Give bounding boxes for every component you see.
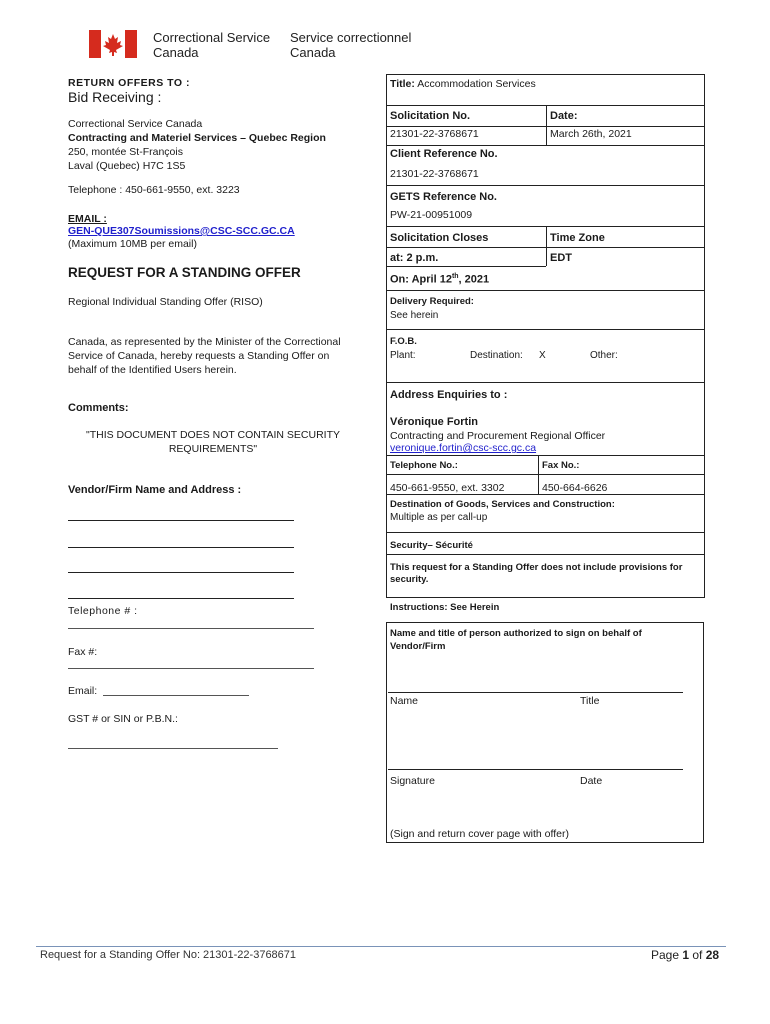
contact-name: Véronique Fortin <box>390 416 478 428</box>
footer-solicitation: Request for a Standing Offer No: 21301-22-3768671 <box>40 949 297 961</box>
time-zone-value: EDT <box>550 252 572 264</box>
security-value: This request for a Standing Offer does not include provisions for security. <box>390 562 683 585</box>
return-offers-label: RETURN OFFERS TO : <box>68 77 190 89</box>
date-value: March 26th, 2021 <box>550 128 632 140</box>
bid-receiving-label: Bid Receiving : <box>68 89 162 105</box>
email-note: (Maximum 10MB per email) <box>68 238 197 250</box>
submission-email-link[interactable]: GEN-QUE307Soumissions@CSC-SCC.GC.CA <box>68 225 295 237</box>
gets-ref-value: PW-21-00951009 <box>390 209 473 221</box>
title-label: Title <box>580 695 600 707</box>
authorized-person-label: Name and title of person authorized to sign on behalf of Vendor/Firm <box>390 628 642 652</box>
signature-box <box>386 622 704 843</box>
solicitation-no-value: 21301-22-3768671 <box>390 128 479 140</box>
gets-ref-label: GETS Reference No. <box>390 191 497 203</box>
signature-line[interactable] <box>388 769 683 770</box>
fob-destination-mark: X <box>539 350 546 361</box>
email-label: EMAIL : <box>68 213 107 225</box>
comments-label: Comments: <box>68 402 129 414</box>
intro-text: Canada, as represented by the Minister of the Correctional Service of Canada, hereby requests a Standing Offer on behalf of the Identified Users herein. <box>68 336 341 376</box>
client-ref-value: 21301-22-3768671 <box>390 168 479 180</box>
vendor-line-1[interactable] <box>68 520 294 521</box>
destination-label: Destination of Goods, Services and Construction: <box>390 499 615 510</box>
fob-plant: Plant: <box>390 350 416 361</box>
contact-email-link[interactable]: veronique.fortin@csc-scc.gc.ca <box>390 442 537 454</box>
dept-name-fr: Service correctionnel Canada <box>290 30 412 60</box>
destination-value: Multiple as per call-up <box>390 512 488 523</box>
gst-field-line[interactable] <box>68 748 278 749</box>
fob-label: F.O.B. <box>390 336 417 347</box>
return-address: Correctional Service Canada Contracting and Materiel Services – Quebec Region 250, montée St-François Laval (Quebec) H7C 1S5 <box>68 118 326 172</box>
email-field-label: Email: <box>68 685 98 697</box>
dept-name-en: Correctional Service Canada <box>153 30 271 60</box>
vendor-line-2[interactable] <box>68 547 294 548</box>
delivery-label: Delivery Required: <box>390 296 474 307</box>
return-telephone: Telephone : 450-661-9550, ext. 3223 <box>68 184 240 196</box>
fax-label: Fax No.: <box>542 460 580 471</box>
closes-date: On: April 12th, 2021 <box>390 273 490 286</box>
comments-text: "THIS DOCUMENT DOES NOT CONTAIN SECURITY REQUIREMENTS" <box>86 429 340 455</box>
telephone-label: Telephone No.: <box>390 460 458 471</box>
fob-destination: Destination: <box>470 350 523 361</box>
fob-other: Other: <box>590 350 618 361</box>
vendor-line-4[interactable] <box>68 598 294 599</box>
vendor-label: Vendor/Firm Name and Address : <box>68 484 242 496</box>
delivery-value: See herein <box>390 310 439 321</box>
footer-rule <box>36 946 726 947</box>
email-field-line[interactable] <box>103 695 249 696</box>
closes-time: at: 2 p.m. <box>390 252 439 264</box>
instructions: Instructions: See Herein <box>390 602 500 613</box>
name-title-line[interactable] <box>388 692 683 693</box>
signature-label: Signature <box>390 775 435 787</box>
page-number: Page 1 of 28 <box>651 948 720 962</box>
contact-title: Contracting and Procurement Regional Officer <box>390 430 606 442</box>
address-enquiries-label: Address Enquiries to : <box>390 389 508 401</box>
time-zone-label: Time Zone <box>550 232 605 244</box>
fax-value: 450-664-6626 <box>542 482 608 494</box>
telephone-field-label: Telephone # : <box>68 605 138 617</box>
security-label: Security– Sécurité <box>390 540 473 551</box>
title-field: Title: Accommodation Services <box>390 78 536 90</box>
canada-flag-logo <box>89 30 137 58</box>
date-label: Date: <box>550 110 578 122</box>
fax-field-line[interactable] <box>68 668 314 669</box>
telephone-value: 450-661-9550, ext. 3302 <box>390 482 505 494</box>
date-sign-label: Date <box>580 775 603 787</box>
fax-field-label: Fax #: <box>68 646 98 658</box>
vendor-line-3[interactable] <box>68 572 294 573</box>
name-label: Name <box>390 695 419 707</box>
document-title: REQUEST FOR A STANDING OFFER <box>68 265 301 280</box>
solicitation-closes-label: Solicitation Closes <box>390 232 489 244</box>
gst-field-label: GST # or SIN or P.B.N.: <box>68 713 178 725</box>
client-ref-label: Client Reference No. <box>390 148 498 160</box>
solicitation-no-label: Solicitation No. <box>390 110 471 122</box>
sign-return-note: (Sign and return cover page with offer) <box>390 828 569 840</box>
telephone-field-line[interactable] <box>68 628 314 629</box>
riso-text: Regional Individual Standing Offer (RISO) <box>68 296 263 308</box>
